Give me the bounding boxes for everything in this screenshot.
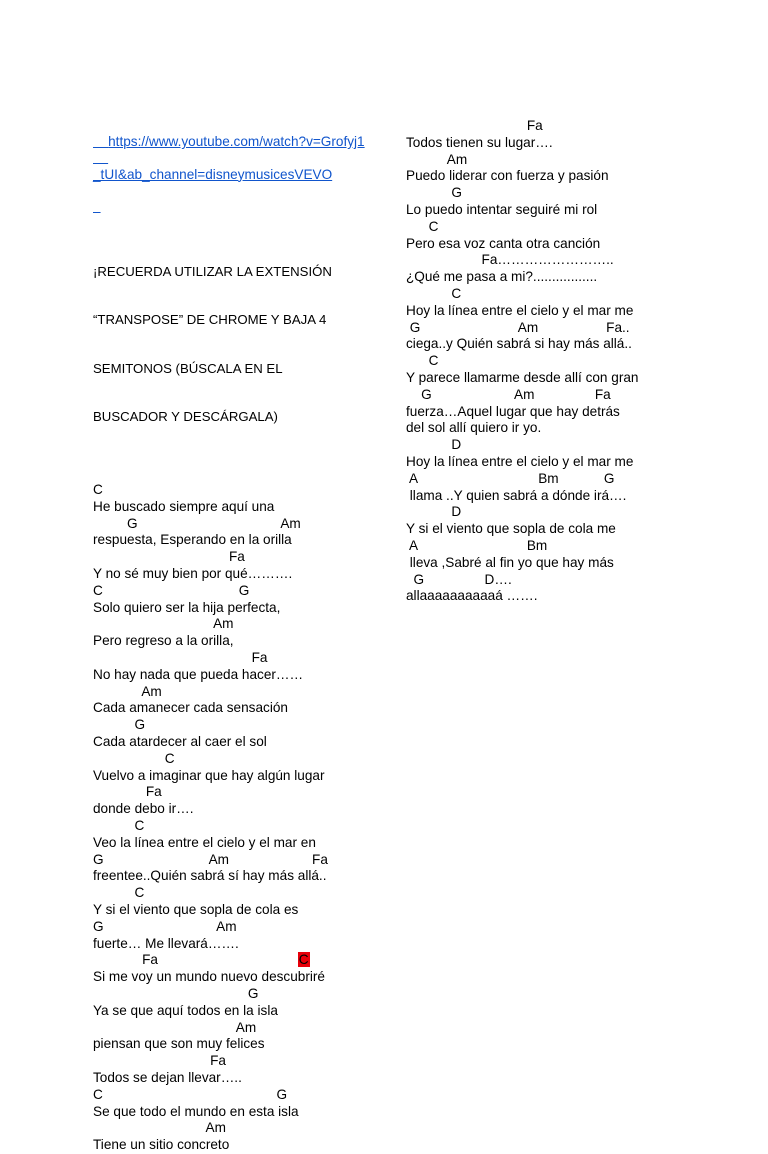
lyric-line: Y no sé muy bien por qué………. [93, 566, 293, 582]
lyric-line: C G [93, 1086, 288, 1102]
lyric-line: Se que todo el mundo en esta isla [93, 1103, 299, 1119]
note-line: SEMITONOS (BÚSCALA EN EL [93, 360, 283, 376]
lyric-line: G Am [93, 515, 301, 531]
lyric-line: C G [93, 582, 250, 598]
lyric-line: C [93, 482, 103, 498]
lyric-line: G [406, 185, 462, 201]
note-line: BUSCADOR Y DESCÁRGALA) [93, 409, 278, 425]
lyric-line: Todos se dejan llevar….. [93, 1069, 242, 1085]
lyric-line: G D…. [406, 571, 512, 587]
lyric-line: A Bm [406, 537, 548, 553]
lyric-line [93, 952, 378, 969]
lyric-line: Am [93, 616, 234, 632]
youtube-link[interactable] [93, 118, 378, 215]
lyric-line: Y parece llamarme desde allí con gran [406, 369, 639, 385]
lyric-line: C [406, 218, 439, 234]
lyric-line: Hoy la línea entre el cielo y el mar me [406, 302, 634, 318]
lyric-line: Cada amanecer cada sensación [93, 700, 288, 716]
note-line: “TRANSPOSE” DE CHROME Y BAJA 4 [93, 312, 327, 328]
lyric-line: G Am Fa [406, 386, 611, 402]
lyric-line: Am [406, 151, 468, 167]
lyrics-left [93, 482, 378, 1154]
lyric-line: del sol allí quiero ir yo. [406, 420, 542, 436]
lyric-line: Pero esa voz canta otra canción [406, 235, 601, 251]
lyric-line: Solo quiero ser la hija perfecta, [93, 599, 281, 615]
lyric-line: D [406, 437, 462, 453]
lyric-line: Todos tienen su lugar…. [406, 134, 553, 150]
lyric-line: Fa [93, 784, 162, 800]
lyric-line: Tiene un sitio concreto [93, 1137, 230, 1153]
lyric-line: Cada atardecer al caer el sol [93, 734, 267, 750]
lyric-line: G Am [93, 918, 237, 934]
lyric-line: G Am Fa [93, 851, 328, 867]
lyric-line: Y si el viento que sopla de cola es [93, 901, 299, 917]
lyric-line: donde debo ir…. [93, 801, 194, 817]
lyric-line: allaaaaaaaaaaá ……. [406, 588, 538, 604]
lyric-line: No hay nada que pueda hacer…… [93, 666, 304, 682]
lyric-line: C [93, 885, 145, 901]
transpose-note [93, 231, 378, 458]
chord-line: Fa [93, 952, 298, 968]
lyric-line: Pero regreso a la orilla, [93, 633, 234, 649]
lyric-line: freentee..Quién sabrá sí hay más allá.. [93, 868, 327, 884]
lyric-line: He buscado siempre aquí una [93, 498, 275, 514]
highlighted-chord: C [298, 952, 309, 968]
lyric-line: Fa [93, 1053, 226, 1069]
lyric-line: Veo la línea entre el cielo y el mar en [93, 834, 316, 850]
lyric-line: D [406, 504, 462, 520]
lyric-line: Si me voy un mundo nuevo descubriré [93, 969, 325, 985]
lyric-line: Fa [406, 118, 543, 133]
lyric-line: llama ..Y quien sabrá a dónde irá…. [406, 487, 627, 503]
lyric-line: Lo puedo intentar seguiré mi rol [406, 201, 598, 217]
lyrics-right [406, 118, 706, 605]
lyric-line: Ya se que aquí todos en la isla [93, 1002, 278, 1018]
lyric-line: Fa [93, 650, 268, 666]
lyric-line: Fa…………………….. [406, 252, 614, 268]
lyric-line: fuerza…Aquel lugar que hay detrás [406, 403, 620, 419]
lyric-line: ¿Qué me pasa a mi?................. [406, 269, 598, 285]
youtube-link-line-1[interactable]: https://www.youtube.com/watch?v=Grofyj1 [108, 134, 365, 150]
lyric-line: G Am Fa.. [406, 319, 630, 335]
lyric-line: respuesta, Esperando en la orilla [93, 532, 292, 548]
lyric-line: C [93, 750, 175, 766]
lyric-line: Y si el viento que sopla de cola me [406, 521, 616, 537]
right-column [406, 118, 706, 605]
note-line: ¡RECUERDA UTILIZAR LA EXTENSIÓN [93, 263, 332, 279]
lyric-line: C [406, 353, 439, 369]
lyric-line: Am [93, 683, 162, 699]
youtube-link-line-2[interactable]: _tUI&ab_channel=disneymusicesVEVO [93, 166, 333, 182]
lyric-line: G [93, 985, 259, 1001]
lyric-line: Vuelvo a imaginar que hay algún lugar [93, 767, 325, 783]
lyric-line: ciega..y Quién sabrá si hay más allá.. [406, 336, 632, 352]
lyric-line: C [406, 285, 462, 301]
lyric-line: Am [93, 1120, 226, 1136]
lyric-line: G [93, 717, 146, 733]
lyric-line: lleva ,Sabré al fin yo que hay más [406, 554, 614, 570]
lyric-line: Puedo liderar con fuerza y pasión [406, 168, 609, 184]
lyric-line: A Bm G [406, 470, 615, 486]
lyric-line: Fa [93, 549, 245, 565]
lyric-line: C [93, 818, 145, 833]
lyric-line: fuerte… Me llevará……. [93, 935, 239, 951]
left-column [93, 118, 378, 1154]
lyric-line: Hoy la línea entre el cielo y el mar me [406, 453, 634, 469]
lyric-line: piensan que son muy felices [93, 1036, 265, 1052]
lyric-line: Am [93, 1019, 257, 1035]
